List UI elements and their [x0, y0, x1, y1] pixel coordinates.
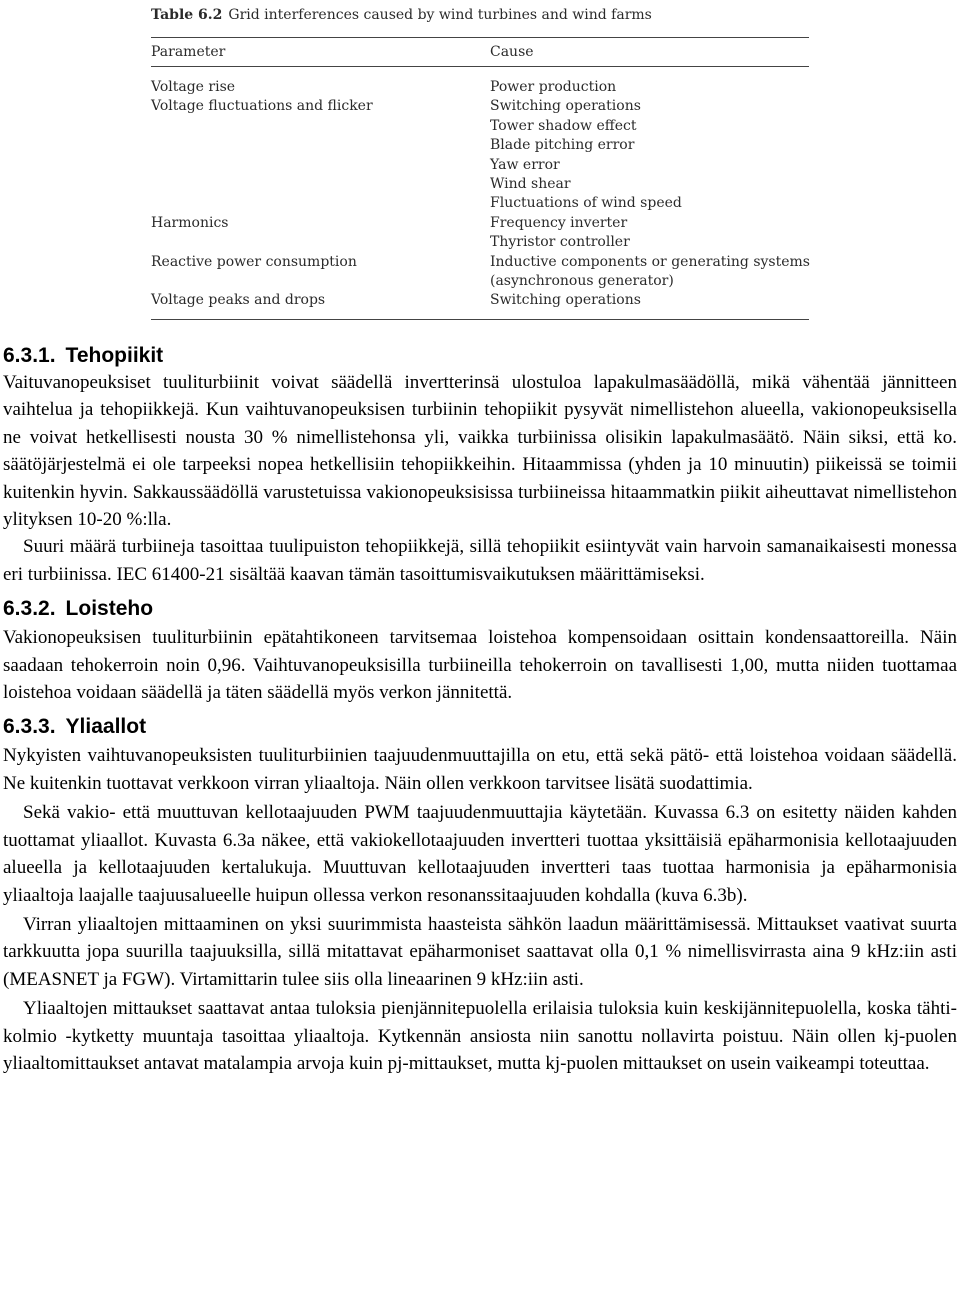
section-heading-tehopiikit — [3, 343, 957, 369]
section-number: 6.3.1. — [3, 344, 56, 367]
table-cell-parameter: Harmonics — [151, 214, 229, 231]
section-heading-yliaallot — [3, 714, 957, 740]
table-cell-cause — [490, 97, 809, 213]
table-cell-cause — [490, 214, 809, 253]
cause-item: Wind shear — [490, 176, 571, 193]
document-body — [3, 343, 957, 1077]
paragraph: Sekä vakio- että muuttuvan kellotaajuuden PWM taajuudenmuuttajia käytetään. Kuvassa 6.3 on esitetty näiden kahden tuottamat yliaallot. Kuvasta 6.3a näkee, että vakiokellotaajuuden invertteri tuottaa yksittäisiä epäharmonisia kellotaajuuden alueella ja kellotaajuuden kertalukuja. Muuttuvan kellotaajuuden invertteri taas tuottaa harmonisia ja epäharmonisia yliaaltoja laajalle taajuusalueelle huipun ollessa verkon resonanssitaajuuden kohdalla (kuva 6.3b). — [3, 802, 957, 906]
cause-item: (asynchronous generator) — [490, 273, 674, 290]
paragraph: Vaituvanopeuksiset tuuliturbiinit voivat säädellä invertterinsä ulostuloa lapakulmasäädöllä, mikä vähentää jännitteen vaihtelua ja tehopiikkejä. Kun vaihtuvanopeuksisen turbiinin tehopiikit pysyvät nimellistehon alueella, vakionopeuksisella ne voivat hetkellisesti nousta 30 % nimellistehonsa yli, vaikka turbiinissa olisikin lapakulmasäätö. Näin siksi, että ko. säätöjärjestelmä ei ole tarpeeksi nopea hetkellisiin tehopiikkeihin. Hitaammissa (yhden ja 10 minuutin) piikeissä se toimii kuitenkin hyvin. Sakkaussäädöllä varustetuissa vakionopeuksisissa turbiineissa hitaammatkin piikit aiheuttavat nimellistehon ylityksen 10-20 %:lla. — [3, 372, 957, 531]
table-cell-cause — [490, 253, 810, 292]
cause-item: Fluctuations of wind speed — [490, 195, 682, 212]
table-row — [151, 214, 809, 253]
table-cell-parameter: Voltage peaks and drops — [151, 292, 326, 309]
table-cell-parameter: Voltage rise — [151, 79, 236, 95]
cause-item: Switching operations — [490, 98, 641, 115]
table-caption-text: Grid interferences caused by wind turbines and wind farms — [228, 7, 652, 23]
table-header-cause: Cause — [490, 44, 534, 60]
cause-item: Switching operations — [490, 292, 641, 309]
paragraph: Vakionopeuksisen tuuliturbiinin epätahtikoneen tarvitsemaa loistehoa kompensoidaan osittain kondensaattoreilla. Näin saadaan tehokerroin noin 0,96. Vaihtuvanopeuksisilla turbiineilla tehokerroin on tavallisesti 1,00, mutta niiden tuottamaa loistehoa voidaan säädellä ja täten säädellä myös verkon jännitettä. — [3, 627, 957, 704]
section-number: 6.3.3. — [3, 715, 56, 739]
table-caption — [151, 4, 809, 28]
section-number: 6.3.2. — [3, 597, 56, 621]
cause-item: Blade pitching error — [490, 137, 635, 154]
table-header-row — [151, 38, 809, 66]
cause-item: Tower shadow effect — [490, 117, 637, 134]
cause-item: Thyristor controller — [490, 234, 630, 251]
table-cell-cause — [490, 78, 809, 97]
section-title: Tehopiikit — [65, 344, 164, 367]
table-header-parameter: Parameter — [151, 44, 226, 60]
paragraph: Nykyisten vaihtuvanopeuksisten tuuliturbiinien taajuudenmuuttajilla on etu, että sekä pätö- että loistehoa voidaan säädellä. Ne kuitenkin tuottavat verkkoon virran yliaaltoja. Näin ollen verkkoon tarvitsee lisätä suodattimia. — [3, 745, 957, 794]
section-title: Loisteho — [65, 597, 154, 621]
paragraph: Suuri määrä turbiineja tasoittaa tuulipuiston tehopiikkejä, sillä tehopiikit esiintyvät vain harvoin samanaikaisesti monessa eri turbiinissa. IEC 61400-21 sisältää kaavan tämän tasoittumisvaikutuksen määrittämiseksi. — [3, 536, 957, 585]
cause-item: Power production — [490, 79, 617, 95]
table-cell-parameter: Voltage fluctuations and flicker — [151, 98, 373, 115]
table-figure — [151, 4, 809, 320]
paragraph: Yliaaltojen mittaukset saattavat antaa tuloksia pienjännitepuolella erilaisia tuloksia kuin keskijännitepuolella, koska tähti-kolmio -kytketty muuntaja tasoittaa yliaaltoja. Kytkennän ansiosta niin sanottu nollavirta poistuu. Näin ollen kj-puolen yliaaltomittaukset antavat matalampia arvoja kuin pj-mittaukset, mutta kj-puolen mittaukset on usein vaikeampi toteuttaa. — [3, 998, 957, 1074]
table-caption-label: Table 6.2 — [151, 7, 223, 23]
table-bottom-rule — [151, 319, 809, 320]
table-row — [151, 97, 809, 213]
cause-item: Frequency inverter — [490, 214, 628, 231]
section-heading-loisteho — [3, 596, 957, 622]
cause-item: Yaw error — [490, 156, 560, 173]
table-row — [151, 291, 809, 310]
table-body — [151, 67, 809, 319]
table-cell-parameter: Reactive power consumption — [151, 253, 357, 270]
table-row — [151, 78, 809, 97]
table-row — [151, 253, 809, 292]
cause-item: Inductive components or generating systems — [490, 253, 810, 270]
section-title: Yliaallot — [65, 715, 147, 739]
paragraph: Virran yliaaltojen mittaaminen on yksi suurimmista haasteista sähkön laadun määrittämisessä. Mittaukset vaativat suurta tarkkuutta jopa suurilla taajuuksilla, sillä mitattavat epäharmoniset saattavat olla 0,1 % nimellisvirrasta aina 9 kHz:iin asti (MEASNET ja FGW). Virtamittarin tulee siis olla lineaarinen 9 kHz:iin asti. — [3, 913, 957, 990]
table-cell-cause — [490, 291, 809, 310]
